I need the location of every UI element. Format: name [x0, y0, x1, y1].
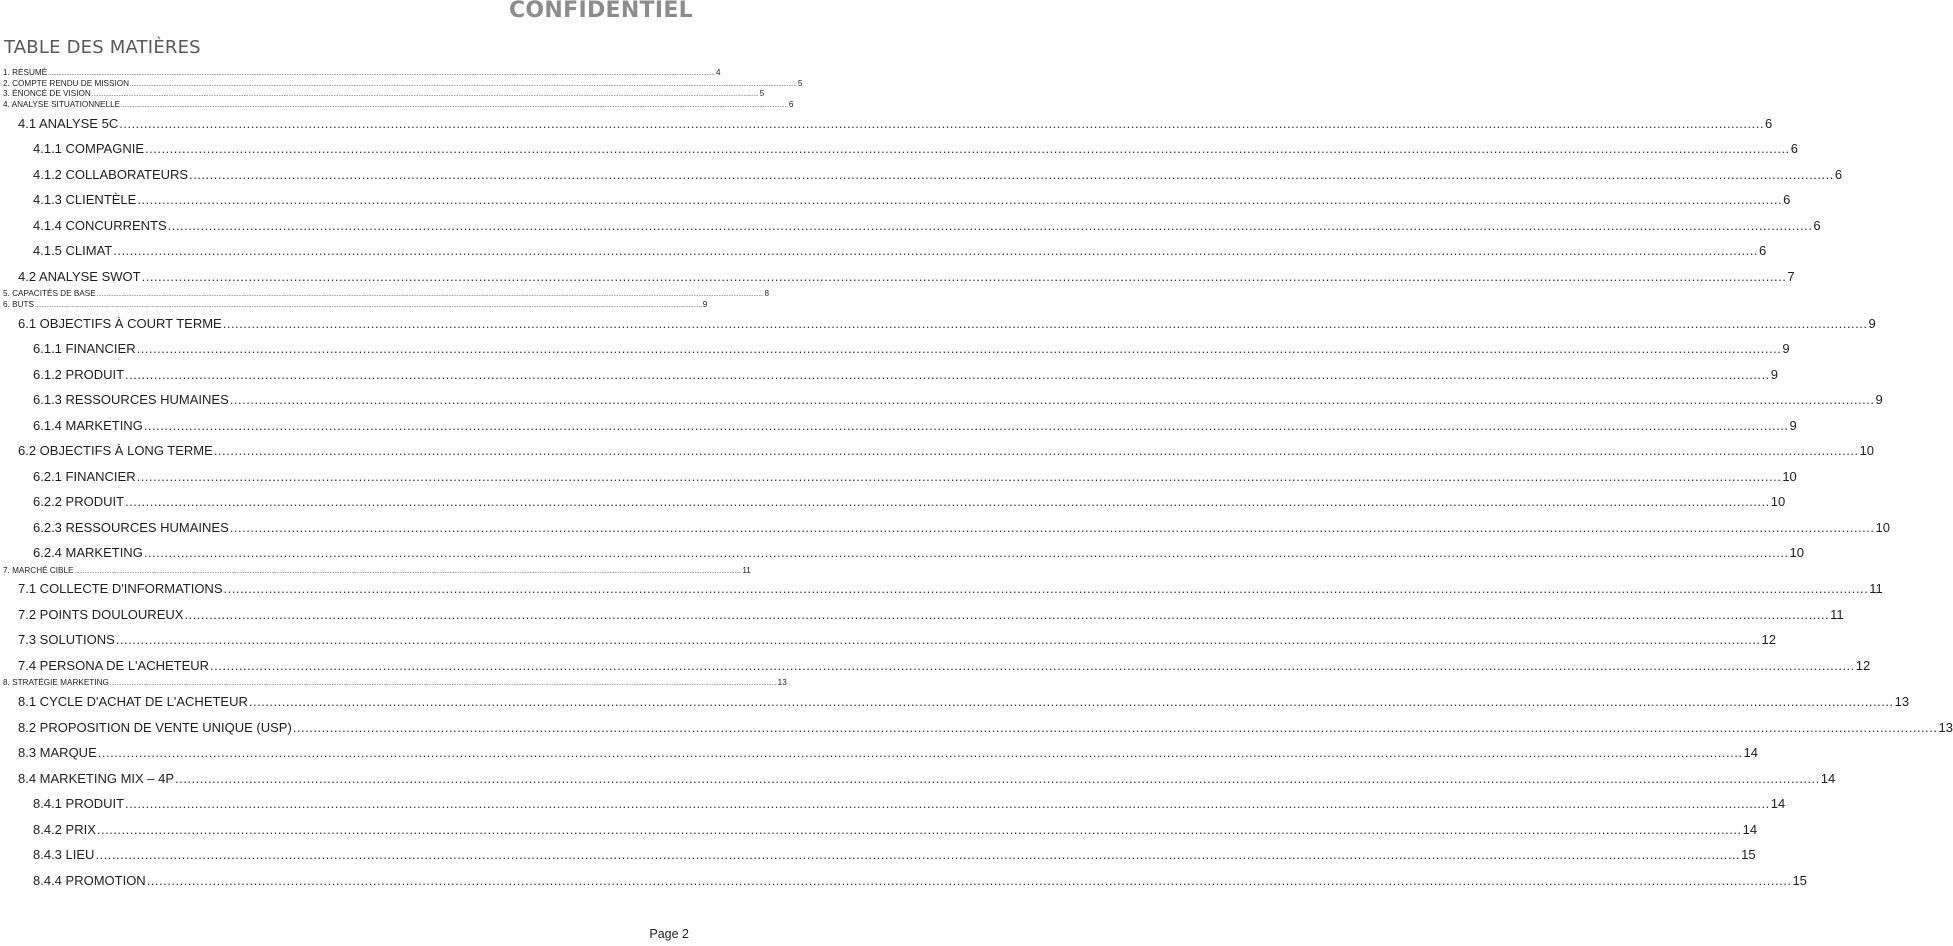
- toc-entry[interactable]: [33, 187, 1791, 213]
- toc-entry-label: 6.1.2 PRODUIT: [33, 366, 125, 382]
- toc-entry[interactable]: [18, 311, 1876, 337]
- toc-entry-page: 10: [1875, 519, 1890, 535]
- toc-entry[interactable]: [33, 136, 1798, 162]
- toc-leader-dots: ................................................................................................................................................................................................................................................................................................................................................................................................................: [96, 821, 1742, 837]
- toc-leader-dots: ................................................................................................................................................................................................................................................................................................................................................................................................................: [119, 115, 1764, 131]
- toc-entry[interactable]: [33, 515, 1890, 541]
- toc-leader-dots: ................................................................................................................................................................................................................................................................................................................................................................................................................: [143, 545, 1789, 561]
- toc-entry-page: 9: [702, 300, 708, 309]
- toc-entry-page: 10: [1770, 494, 1786, 510]
- toc-entry-page: 9: [1770, 366, 1778, 382]
- toc-entry-label: 8.4 MARKETING MIX – 4P: [18, 770, 175, 786]
- toc-entry-page: 9: [1875, 392, 1883, 408]
- toc-entry[interactable]: [33, 540, 1805, 566]
- toc-leader-dots: ................................................................................................................................................................................................................................................................................................................................................................................................................: [74, 568, 742, 575]
- toc-entry[interactable]: [18, 264, 1795, 290]
- toc-entry-page: 15: [1792, 872, 1807, 888]
- toc-entry[interactable]: [18, 602, 1844, 628]
- toc-entry[interactable]: [3, 678, 787, 689]
- toc-entry-page: 14: [1820, 770, 1836, 786]
- toc-leader-dots: ................................................................................................................................................................................................................................................................................................................................................................................................................: [136, 341, 1782, 357]
- toc-entry[interactable]: [18, 576, 1883, 602]
- toc-entry-page: 6: [1783, 192, 1791, 208]
- toc-leader-dots: ................................................................................................................................................................................................................................................................................................................................................................................................................: [125, 796, 1770, 812]
- toc-entry-label: 8.4.4 PROMOTION: [33, 872, 146, 888]
- toc-entry-label: 8.4.3 LIEU: [33, 847, 95, 863]
- toc-entry-page: 6: [1790, 141, 1798, 157]
- toc-entry-label: 5. CAPACITÉS DE BASE: [3, 289, 96, 299]
- toc-leader-dots: ................................................................................................................................................................................................................................................................................................................................................................................................................: [222, 315, 1868, 331]
- toc-entry[interactable]: [33, 413, 1797, 439]
- toc-entry-page: 9: [1868, 315, 1876, 331]
- toc-entry-page: 9: [1782, 341, 1790, 357]
- toc-entry[interactable]: [33, 387, 1883, 413]
- toc-entry-page: 10: [1782, 468, 1797, 484]
- toc-leader-dots: ................................................................................................................................................................................................................................................................................................................................................................................................................: [210, 657, 1855, 673]
- confidential-label: CONFIDENTIEL: [508, 0, 693, 23]
- toc-entry[interactable]: [3, 300, 708, 311]
- toc-entry[interactable]: [18, 438, 1875, 464]
- toc-entry-page: 13: [777, 678, 787, 688]
- toc-entry-page: 6: [788, 100, 794, 110]
- toc-leader-dots: ................................................................................................................................................................................................................................................................................................................................................................................................................: [34, 303, 702, 309]
- toc-entry-label: 1. RÉSUMÉ: [3, 68, 48, 77]
- toc-entry[interactable]: [33, 817, 1758, 843]
- toc-entry-page: 5: [759, 89, 765, 99]
- toc-leader-dots: ................................................................................................................................................................................................................................................................................................................................................................................................................: [91, 92, 759, 99]
- toc-leader-dots: ................................................................................................................................................................................................................................................................................................................................................................................................................: [145, 141, 1790, 157]
- toc-entry-label: 6.2.2 PRODUIT: [33, 494, 125, 510]
- toc-entry-page: 8: [764, 289, 770, 299]
- toc-entry[interactable]: [18, 740, 1758, 766]
- toc-leader-dots: ................................................................................................................................................................................................................................................................................................................................................................................................................: [96, 292, 764, 299]
- toc-leader-dots: ................................................................................................................................................................................................................................................................................................................................................................................................................: [109, 681, 777, 688]
- toc-entry[interactable]: [33, 362, 1778, 388]
- toc-entry[interactable]: [33, 213, 1821, 239]
- toc-entry[interactable]: [33, 464, 1797, 490]
- toc-entry-label: 8.3 MARQUE: [18, 745, 97, 761]
- toc-leader-dots: ................................................................................................................................................................................................................................................................................................................................................................................................................: [137, 192, 1783, 208]
- toc-entry-label: 2. COMPTE RENDU DE MISSION: [3, 78, 130, 88]
- toc-entry[interactable]: [3, 78, 803, 90]
- toc-leader-dots: ................................................................................................................................................................................................................................................................................................................................................................................................................: [130, 81, 797, 88]
- toc-entry-page: 11: [1869, 581, 1883, 597]
- toc-entry-page: 13: [1894, 694, 1910, 710]
- toc-entry-page: 11: [1830, 606, 1844, 622]
- toc-entry-label: 6.2.1 FINANCIER: [33, 468, 136, 484]
- toc-entry[interactable]: [18, 689, 1910, 715]
- toc-entry-page: 6: [1834, 166, 1843, 182]
- toc-leader-dots: ................................................................................................................................................................................................................................................................................................................................................................................................................: [184, 606, 1830, 622]
- toc-entry-page: 4: [715, 68, 721, 77]
- toc-entry[interactable]: [3, 100, 794, 111]
- toc-entry-page: 5: [797, 78, 803, 88]
- toc-entry-label: 6. BUTS: [3, 300, 34, 309]
- toc-entry[interactable]: [3, 565, 751, 577]
- toc-entry-page: 10: [1789, 545, 1805, 561]
- toc-entry-label: 4.1.1 COMPAGNIE: [33, 141, 145, 157]
- toc-entry-label: 6.2.3 RESSOURCES HUMAINES: [33, 519, 229, 535]
- toc-leader-dots: ................................................................................................................................................................................................................................................................................................................................................................................................................: [143, 417, 1789, 433]
- toc-entry-page: 6: [1764, 115, 1773, 131]
- toc-entry-label: 4.1 ANALYSE 5C: [18, 115, 119, 131]
- toc-entry[interactable]: [33, 336, 1790, 362]
- toc-entry[interactable]: [3, 89, 765, 100]
- toc-entry-label: 4.1.3 CLIENTÈLE: [33, 192, 137, 208]
- toc-entry-label: 7.3 SOLUTIONS: [18, 632, 115, 648]
- toc-entry[interactable]: [18, 111, 1773, 137]
- toc-entry-label: 8.4.1 PRODUIT: [33, 796, 125, 812]
- toc-entry[interactable]: [18, 627, 1777, 653]
- toc-entry-page: 12: [1855, 657, 1871, 673]
- toc-entry[interactable]: [33, 162, 1843, 188]
- toc-entry-label: 7.2 POINTS DOULOUREUX: [18, 606, 184, 622]
- toc-entry[interactable]: [3, 289, 770, 300]
- toc-leader-dots: ................................................................................................................................................................................................................................................................................................................................................................................................................: [141, 268, 1787, 284]
- toc-entry-label: 6.1.4 MARKETING: [33, 417, 143, 433]
- toc-entry-label: 6.2.4 MARKETING: [33, 545, 143, 561]
- toc-entry[interactable]: [33, 489, 1786, 515]
- toc-leader-dots: ................................................................................................................................................................................................................................................................................................................................................................................................................: [95, 847, 1741, 863]
- toc-leader-dots: ................................................................................................................................................................................................................................................................................................................................................................................................................: [125, 494, 1770, 510]
- toc-leader-dots: ................................................................................................................................................................................................................................................................................................................................................................................................................: [146, 872, 1792, 888]
- toc-entry-label: 7. MARCHÉ CIBLE: [3, 565, 74, 575]
- toc-leader-dots: ................................................................................................................................................................................................................................................................................................................................................................................................................: [213, 443, 1859, 459]
- toc-entry[interactable]: [33, 238, 1767, 264]
- toc-entry-label: 6.2 OBJECTIFS À LONG TERME: [18, 443, 213, 459]
- toc-entry[interactable]: [33, 791, 1786, 817]
- toc-leader-dots: ................................................................................................................................................................................................................................................................................................................................................................................................................: [189, 166, 1834, 182]
- toc-entry-page: 6: [1758, 243, 1767, 259]
- toc-entry-page: 14: [1770, 796, 1786, 812]
- toc-leader-dots: ................................................................................................................................................................................................................................................................................................................................................................................................................: [125, 366, 1770, 382]
- toc-entry-label: 6.1 OBJECTIFS À COURT TERME: [18, 315, 222, 331]
- toc-entry[interactable]: [3, 68, 721, 79]
- toc-entry-page: 13: [1938, 719, 1953, 735]
- toc-entry-label: 6.1.1 FINANCIER: [33, 341, 136, 357]
- toc-entry-page: 14: [1743, 745, 1758, 761]
- toc-entry-label: 8.4.2 PRIX: [33, 821, 96, 837]
- toc-leader-dots: ................................................................................................................................................................................................................................................................................................................................................................................................................: [136, 468, 1782, 484]
- toc-leader-dots: ................................................................................................................................................................................................................................................................................................................................................................................................................: [113, 243, 1758, 259]
- toc-leader-dots: ................................................................................................................................................................................................................................................................................................................................................................................................................: [115, 632, 1761, 648]
- toc-entry-page: 14: [1742, 821, 1758, 837]
- toc-leader-dots: ................................................................................................................................................................................................................................................................................................................................................................................................................: [248, 694, 1894, 710]
- toc-entry-label: 4.2 ANALYSE SWOT: [18, 268, 141, 284]
- toc-entry[interactable]: [33, 868, 1807, 894]
- toc-title: TABLE DES MATIÈRES: [4, 37, 201, 58]
- toc-entry-label: 6.1.3 RESSOURCES HUMAINES: [33, 392, 229, 408]
- toc-entry-label: 4.1.5 CLIMAT: [33, 243, 113, 259]
- toc-entry-page: 15: [1741, 847, 1756, 863]
- toc-entry[interactable]: [18, 653, 1871, 679]
- toc-entry-label: 7.1 COLLECTE D'INFORMATIONS: [18, 581, 223, 597]
- toc-entry-label: 3. ÉNONCÉ DE VISION: [3, 89, 91, 99]
- toc-entry-page: 12: [1761, 632, 1777, 648]
- toc-entry-page: 10: [1859, 443, 1875, 459]
- toc-entry-page: 7: [1787, 268, 1795, 284]
- toc-leader-dots: ................................................................................................................................................................................................................................................................................................................................................................................................................: [292, 719, 1938, 735]
- toc-entry-page: 6: [1813, 217, 1821, 233]
- toc-leader-dots: ................................................................................................................................................................................................................................................................................................................................................................................................................: [97, 745, 1743, 761]
- toc-entry[interactable]: [33, 842, 1756, 868]
- toc-leader-dots: ................................................................................................................................................................................................................................................................................................................................................................................................................: [229, 519, 1875, 535]
- toc-leader-dots: ................................................................................................................................................................................................................................................................................................................................................................................................................: [229, 392, 1875, 408]
- toc-entry-label: 8.1 CYCLE D'ACHAT DE L'ACHETEUR: [18, 694, 248, 710]
- toc-leader-dots: ................................................................................................................................................................................................................................................................................................................................................................................................................: [167, 217, 1813, 233]
- toc-entry-label: 4. ANALYSE SITUATIONNELLE: [3, 100, 121, 110]
- toc-entry-label: 7.4 PERSONA DE L'ACHETEUR: [18, 657, 210, 673]
- toc-entry-label: 4.1.2 COLLABORATEURS: [33, 166, 189, 182]
- page-number: Page 2: [649, 927, 689, 941]
- toc-entry-label: 8. STRATÉGIE MARKETING: [3, 678, 109, 688]
- toc-leader-dots: ................................................................................................................................................................................................................................................................................................................................................................................................................: [121, 103, 788, 110]
- toc-entry-page: 9: [1789, 417, 1797, 433]
- toc-entry[interactable]: [18, 715, 1953, 741]
- toc-entry[interactable]: [18, 766, 1836, 792]
- toc-leader-dots: ................................................................................................................................................................................................................................................................................................................................................................................................................: [48, 71, 715, 77]
- toc-leader-dots: ................................................................................................................................................................................................................................................................................................................................................................................................................: [175, 770, 1820, 786]
- toc-entry-label: 8.2 PROPOSITION DE VENTE UNIQUE (USP): [18, 719, 292, 735]
- toc-leader-dots: ................................................................................................................................................................................................................................................................................................................................................................................................................: [223, 581, 1869, 597]
- toc-entry-page: 11: [742, 565, 751, 575]
- toc-entry-label: 4.1.4 CONCURRENTS: [33, 217, 167, 233]
